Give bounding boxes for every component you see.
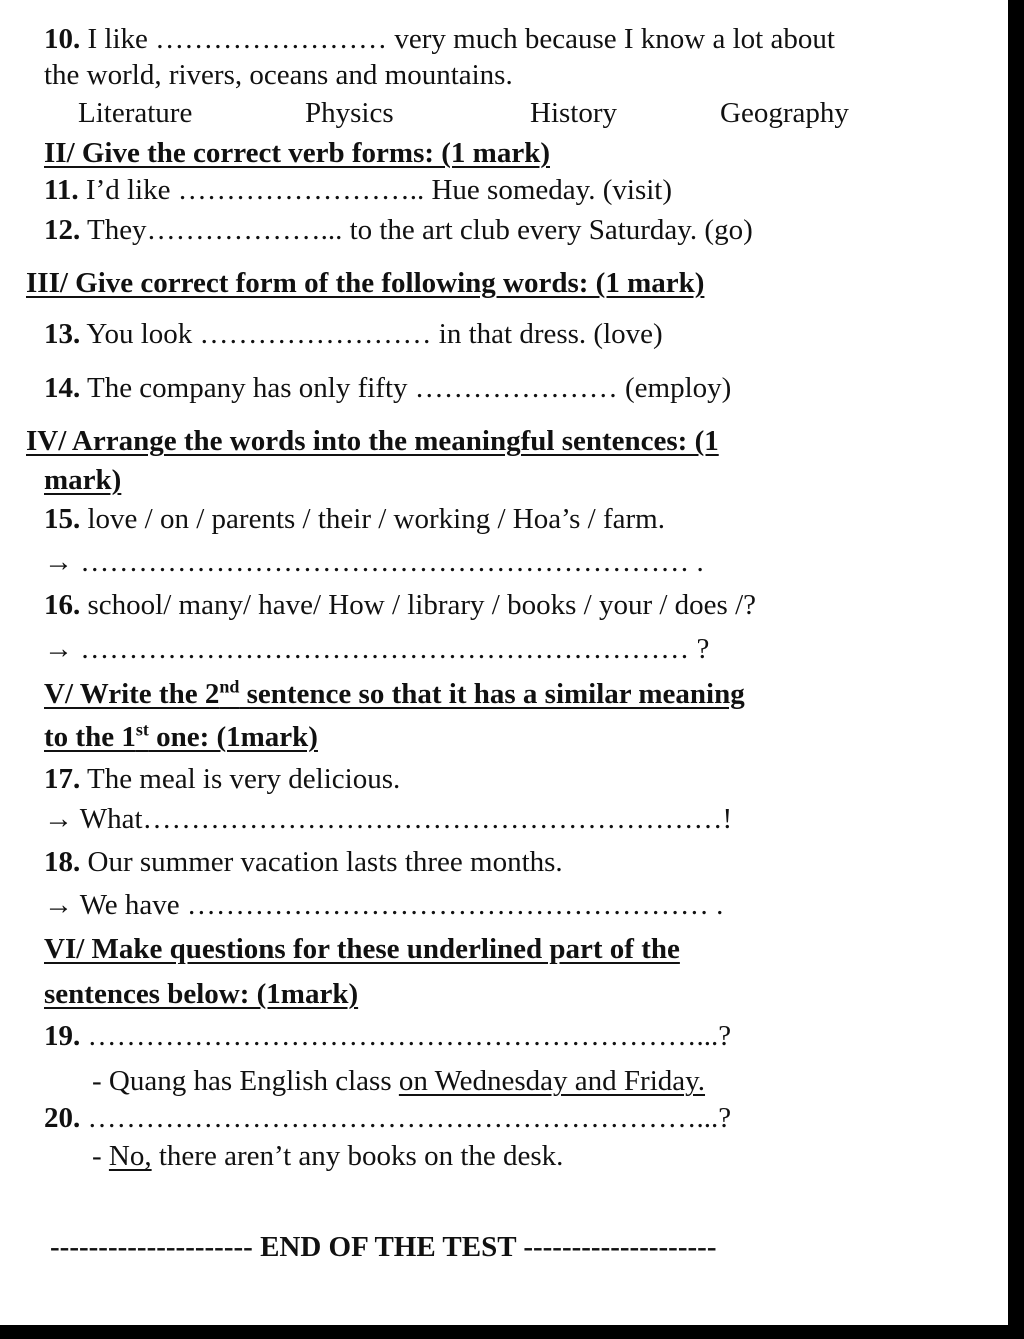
heading-text: one: (1mark) xyxy=(148,721,318,753)
question-text: school/ many/ have/ How / library / books / your / does /? xyxy=(80,589,757,621)
question-text: I’d like xyxy=(78,174,178,206)
section-4-heading-line1: IV/ Arrange the words into the meaningful sentences: (1 xyxy=(26,425,719,457)
question-13 xyxy=(44,317,663,351)
question-number: 18. xyxy=(44,846,81,878)
question-text: They xyxy=(80,214,147,246)
answer-blank[interactable]: ………………………………………………………...? xyxy=(80,1102,732,1134)
answer-line-15[interactable]: → ……………………………………………………… . xyxy=(44,546,704,578)
answer-line-18[interactable]: → We have ……………………………………………… . xyxy=(44,889,724,921)
answer-blank[interactable]: ………………... xyxy=(146,214,343,246)
answer-blank[interactable]: …………………… xyxy=(155,23,388,55)
answer-text: - Quang has English class xyxy=(92,1065,399,1097)
underlined-part: on Wednesday and Friday. xyxy=(398,1065,706,1097)
answer-blank[interactable]: ………………………………………………………...? xyxy=(80,1020,732,1052)
question-19-answer xyxy=(92,1064,705,1098)
question-text: to the art club every Saturday. (go) xyxy=(342,214,753,246)
question-text: You look xyxy=(80,318,200,350)
question-10-line2: the world, rivers, oceans and mountains. xyxy=(44,59,513,91)
question-18 xyxy=(44,845,563,879)
question-number: 15. xyxy=(44,503,81,535)
ordinal-suffix: nd xyxy=(219,676,240,697)
question-number: 14. xyxy=(44,372,81,404)
question-number: 13. xyxy=(44,318,81,350)
question-number: 11. xyxy=(44,174,79,206)
question-19 xyxy=(44,1019,731,1053)
answer-text: - xyxy=(92,1140,109,1172)
answer-text: there aren’t any books on the desk. xyxy=(151,1140,564,1172)
question-text: The company has only fifty xyxy=(80,372,415,404)
section-5-heading-line2 xyxy=(44,720,318,754)
answer-blank[interactable]: …………………… xyxy=(199,318,432,350)
option-geography: Geography xyxy=(720,97,849,129)
question-text: The meal is very delicious. xyxy=(80,763,401,795)
ordinal-suffix: st xyxy=(135,719,149,740)
footer-dashes: -------------------- xyxy=(523,1231,717,1263)
question-text: love / on / parents / their / working / Hoa’s / farm. xyxy=(80,503,665,535)
question-number: 10. xyxy=(44,23,81,55)
answer-blank[interactable]: ………………… xyxy=(414,372,618,404)
section-6-heading-line1: VI/ Make questions for these underlined part of the xyxy=(44,933,680,965)
heading-text: sentence so that it has a similar meaning xyxy=(239,678,745,710)
question-text: (employ) xyxy=(617,372,732,404)
heading-text: to the 1 xyxy=(44,721,136,753)
question-11 xyxy=(44,173,672,207)
question-17 xyxy=(44,762,400,796)
option-literature: Literature xyxy=(78,97,193,129)
question-number: 12. xyxy=(44,214,81,246)
question-text: very much because I know a lot about xyxy=(387,23,835,55)
question-text: I like xyxy=(80,23,156,55)
question-10 xyxy=(44,22,835,56)
question-text: Hue someday. (visit) xyxy=(424,174,673,206)
answer-line-17[interactable]: → What……………………………………………………! xyxy=(44,803,733,835)
footer-dashes: --------------------- xyxy=(50,1231,253,1263)
footer-text: END OF THE TEST xyxy=(252,1231,524,1263)
question-20 xyxy=(44,1101,731,1135)
answer-blank[interactable]: …………………….. xyxy=(177,174,425,206)
section-5-heading-line1 xyxy=(44,677,745,711)
question-15 xyxy=(44,502,665,536)
question-12 xyxy=(44,213,753,247)
question-text: in that dress. (love) xyxy=(431,318,663,350)
section-2-heading: II/ Give the correct verb forms: (1 mark) xyxy=(44,137,550,169)
question-number: 19. xyxy=(44,1020,81,1052)
question-number: 17. xyxy=(44,763,81,795)
answer-line-16[interactable]: → ……………………………………………………… ? xyxy=(44,633,710,665)
option-physics: Physics xyxy=(305,97,394,129)
heading-text: V/ Write the 2 xyxy=(44,678,220,710)
question-number: 16. xyxy=(44,589,81,621)
question-14 xyxy=(44,371,731,405)
section-6-heading-line2: sentences below: (1mark) xyxy=(44,978,359,1010)
option-history: History xyxy=(530,97,617,129)
question-16 xyxy=(44,588,756,622)
question-20-answer xyxy=(92,1139,563,1173)
question-number: 20. xyxy=(44,1102,81,1134)
end-of-test-footer xyxy=(50,1230,716,1264)
underlined-part: No, xyxy=(108,1140,152,1172)
question-text: Our summer vacation lasts three months. xyxy=(80,846,563,878)
section-3-heading: III/ Give correct form of the following words: (1 mark) xyxy=(26,267,705,299)
section-4-heading-line2: mark) xyxy=(44,464,122,496)
